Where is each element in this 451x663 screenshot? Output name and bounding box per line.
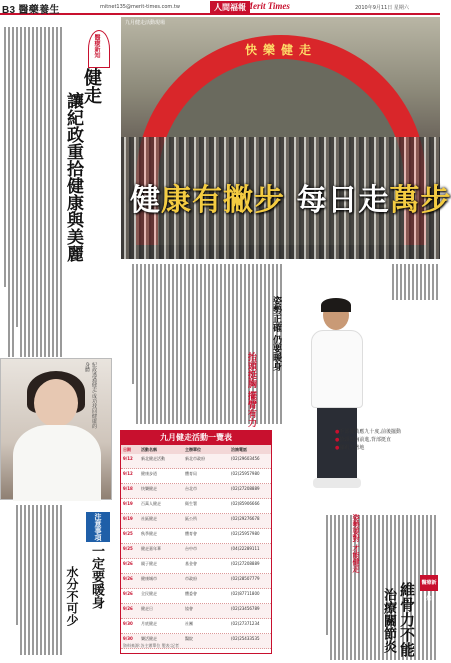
story1-body-text <box>2 27 62 357</box>
arch-slogan: 快樂健走 <box>244 43 317 57</box>
table-cell: 9/26 <box>123 576 133 581</box>
table-body <box>121 454 271 649</box>
table-cell: (02)25957980 <box>231 471 260 476</box>
table-cell: 快樂健走 <box>141 486 157 491</box>
bullet-icon: ● <box>335 437 340 443</box>
col-organizer: 主辦單位 <box>185 447 201 452</box>
corner-badge: 醫療新知 <box>420 575 438 591</box>
table-row <box>121 589 271 604</box>
table-cell: 基金會 <box>185 561 197 566</box>
main-body-text <box>122 264 282 424</box>
table-row <box>121 469 271 484</box>
table-cell: 衛生署 <box>185 501 197 506</box>
table-cell: 百萬人健走 <box>141 501 161 506</box>
caption-arms: ●手部擺動應九十度,前後擺動 <box>335 429 401 435</box>
story2-subtitle: 水分不可少 <box>65 566 79 626</box>
table-cell: (02)27208889 <box>231 486 260 491</box>
caption-heel: ●腳跟先著地 <box>335 445 365 451</box>
bullet-icon: ● <box>335 429 340 435</box>
shirt-shape <box>311 330 363 408</box>
table-cell: 體育局 <box>185 471 197 476</box>
table-cell: 9/26 <box>123 591 133 596</box>
table-cell: (02)25433535 <box>231 636 260 641</box>
photo-walker <box>285 300 405 510</box>
table-cell: (02)25957980 <box>231 531 260 536</box>
table-cell: 9/26 <box>123 561 133 566</box>
table-cell: 醫院 <box>185 636 193 641</box>
table-cell: (02)29276678 <box>231 516 260 521</box>
photo-caption: 紀政透過健走,成功找回健康的身體 <box>84 362 97 429</box>
table-cell: 協會 <box>185 606 193 611</box>
table-row <box>121 604 271 619</box>
table-cell: 9/12 <box>123 471 133 476</box>
table-cell: 9/18 <box>123 486 133 491</box>
intro-text <box>300 264 438 300</box>
table-header <box>121 445 271 454</box>
col-event: 活動名稱 <box>141 447 157 452</box>
section-number: B3 <box>2 5 16 16</box>
table-row <box>121 499 271 514</box>
table-cell: 9/19 <box>123 501 133 506</box>
table-row <box>121 619 271 634</box>
table-cell: 健康城市 <box>141 576 157 581</box>
table-row <box>121 544 271 559</box>
story2-title: 一定要暖身 <box>89 544 104 609</box>
table-cell: (02)87711800 <box>231 591 260 596</box>
table-cell: 健走嘉年華 <box>141 546 161 551</box>
table-cell: 健走日 <box>141 606 153 611</box>
story3-subtitle: 治療關節炎 <box>381 588 396 653</box>
topic-badge-label: 醫療新知 <box>93 34 100 58</box>
table-cell: 體育會 <box>185 531 197 536</box>
headline-part1: 健 <box>130 183 161 218</box>
table-cell: 健康步道 <box>141 471 157 476</box>
story1-subtitle: 讓紀政重拾健康與美麗 <box>63 92 83 262</box>
masthead-english: Merit Times <box>245 1 290 11</box>
story2-body-text <box>2 505 62 655</box>
shirt-shape <box>13 425 101 501</box>
hero-photo <box>121 17 440 259</box>
masthead-logo: 人間福報 <box>210 1 250 13</box>
headline-part2: 康有撇步 <box>161 183 285 218</box>
story3-title: 維骨力不能 <box>398 582 416 657</box>
table-cell: 9/30 <box>123 621 133 626</box>
table-cell: 社區健走 <box>141 516 157 521</box>
headline-part3: 每日走 <box>296 183 390 218</box>
table-cell: 社團 <box>185 621 193 626</box>
contact-email: mitnet135@merit-times.com.tw <box>100 4 180 10</box>
table-cell: 新北健走活動 <box>141 456 165 461</box>
table-cell: 9/19 <box>123 516 133 521</box>
table-cell: 親子健走 <box>141 561 157 566</box>
main-headline <box>130 175 451 219</box>
issue-date: 2010年9月11日 星期六 <box>355 5 409 11</box>
face-shape <box>34 379 78 427</box>
table-cell: (02)28507779 <box>231 576 260 581</box>
table-cell: 台中市 <box>185 546 197 551</box>
table-cell: 體委會 <box>185 591 197 596</box>
subhead-arms: 抬頭挺胸 擺臂有力 <box>246 352 256 428</box>
hero-label: 九月健走活動現場 <box>125 20 166 26</box>
table-title: 九月健走活動一覽表 <box>121 431 271 445</box>
table-cell: 9/25 <box>123 531 133 536</box>
table-cell: (02)85906666 <box>231 501 260 506</box>
table-cell: (04)22289111 <box>231 546 260 551</box>
hair-shape <box>321 298 351 312</box>
table-cell: (02)27371234 <box>231 621 260 626</box>
table-row <box>121 484 271 499</box>
col-date: 日期 <box>123 447 131 452</box>
caption-chest: ●抬頭挺胸前進,背部挺直 <box>335 437 391 443</box>
table-cell: 新北市政府 <box>185 456 205 461</box>
table-cell: 9/12 <box>123 456 133 461</box>
table-row <box>121 514 271 529</box>
table-cell: 9/30 <box>123 636 133 641</box>
section-label <box>2 1 60 16</box>
bullet-icon: ● <box>335 445 340 451</box>
table-cell: 台北市 <box>185 486 197 491</box>
table-cell: (02)27208889 <box>231 561 260 566</box>
table-row <box>121 454 271 469</box>
page-header <box>0 0 440 15</box>
table-row <box>121 559 271 574</box>
story1-title: 健走 <box>81 68 102 104</box>
table-cell: 9/26 <box>123 606 133 611</box>
table-cell: 區公所 <box>185 516 197 521</box>
notice-badge: 注意事項 <box>86 512 110 542</box>
schedule-table <box>120 430 272 654</box>
walker-captions <box>335 428 435 452</box>
table-cell: 市政府 <box>185 576 197 581</box>
col-phone: 洽詢電話 <box>231 447 247 452</box>
table-footnote: 資料來源:各主辦單位 製表:記者 <box>123 643 179 648</box>
table-cell: 9/25 <box>123 546 133 551</box>
headline-part4: 萬步 <box>389 183 451 218</box>
table-row <box>121 529 271 544</box>
table-cell: 全民健走 <box>141 591 157 596</box>
table-cell: (02)23456789 <box>231 606 260 611</box>
table-cell: 月底健走 <box>141 621 157 626</box>
subhead-walking: 姿勢要對 才能健走 <box>352 514 361 573</box>
subhead-posture: 姿勢正確 仍要暖身 <box>271 296 281 372</box>
table-row <box>121 574 271 589</box>
table-cell: (02)29603456 <box>231 456 260 461</box>
shoes-shape <box>313 478 361 488</box>
table-cell: 樂活健走 <box>141 636 157 641</box>
section-name: 醫藥養生 <box>18 5 60 16</box>
table-cell: 秋季健走 <box>141 531 157 536</box>
